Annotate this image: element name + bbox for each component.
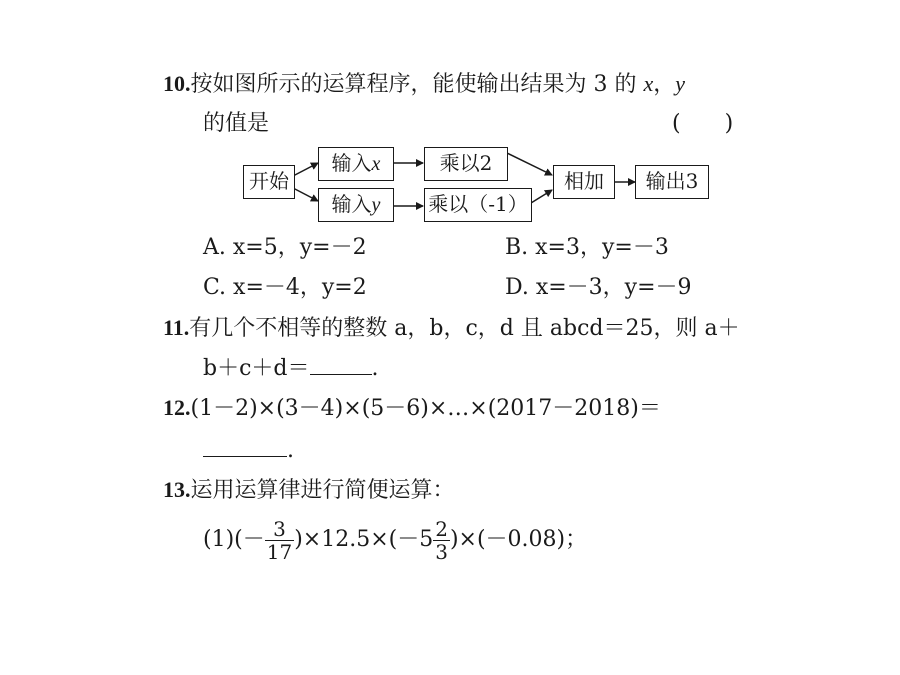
q12-number: 12.	[163, 395, 191, 420]
q13-frac1-denominator: 17	[266, 539, 293, 564]
flow-input-x-var: x	[371, 153, 381, 175]
q10-option-c: C. x=－4，y=2	[203, 275, 367, 300]
q13-part1-prefix: (1)(－	[203, 527, 265, 552]
q12-line1	[163, 394, 661, 423]
arrow-mul2-to-add	[507, 153, 552, 175]
arrow-start-to-input-x	[293, 163, 318, 176]
flow-start-box: 开始	[243, 165, 295, 199]
q10-stem-a: 按如图所示的运算程序，能使输出结果为 3 的	[190, 72, 644, 97]
q10-sep: ，	[653, 72, 676, 97]
q12-text: (1－2)×(3－4)×(5－6)×…×(2017－2018)＝	[190, 396, 661, 421]
q10-stem-line2: 的值是	[203, 111, 270, 136]
arrow-mul-neg1-to-add	[531, 190, 552, 203]
arrow-start-to-input-y	[293, 188, 318, 201]
q10-var-x: x	[643, 71, 654, 96]
q10-var-y: y	[675, 71, 686, 96]
flow-mul2-box: 乘以2	[424, 147, 508, 181]
flow-input-y-box	[318, 188, 394, 222]
q13-frac2-denominator: 3	[435, 539, 448, 564]
q13-frac1-numerator: 3	[265, 518, 294, 541]
q13-part1-suffix: )×(－0.08)；	[449, 527, 588, 552]
q11-answer-blank[interactable]	[310, 354, 372, 375]
q13-fraction-3-17	[265, 518, 294, 563]
q11-text-line2: b＋c＋d＝	[203, 356, 310, 381]
q11-number: 11.	[163, 315, 190, 340]
flow-add-box: 相加	[553, 165, 615, 199]
q11-line1	[163, 314, 740, 343]
q11-line2	[203, 354, 379, 383]
q10-option-a: A. x=5，y=－2	[203, 235, 367, 260]
flow-input-x-box	[318, 147, 394, 181]
flow-input-y-label: 输入	[331, 192, 372, 216]
flow-input-x-label: 输入	[331, 151, 372, 175]
q13-number: 13.	[163, 477, 191, 502]
q13-part1-mid: )×12.5×(－5	[294, 527, 434, 552]
q10-option-b: B. x=3，y=－3	[505, 235, 669, 260]
q13-frac2-numerator: 2	[435, 516, 448, 541]
q13-fraction-2-3	[433, 518, 450, 563]
q13-line1	[163, 476, 455, 505]
q12-answer-blank[interactable]	[203, 436, 287, 457]
q10-option-d: D. x=－3，y=－9	[505, 275, 692, 300]
q11-end: .	[371, 356, 379, 381]
q10-answer-paren: ( )	[672, 111, 734, 136]
q12-end: .	[287, 438, 294, 463]
q11-text-line1: 有几个不相等的整数 a，b，c，d 且 abcd＝25，则 a＋	[189, 316, 740, 341]
q12-line2	[203, 436, 294, 465]
q10-number: 10.	[163, 71, 191, 96]
q13-part1	[203, 516, 587, 564]
flow-mul-neg1-box: 乘以（-1）	[424, 188, 532, 222]
q13-stem: 运用运算律进行简便运算：	[190, 478, 455, 503]
flow-output-box: 输出3	[635, 165, 709, 199]
flow-input-y-var: y	[371, 194, 381, 216]
